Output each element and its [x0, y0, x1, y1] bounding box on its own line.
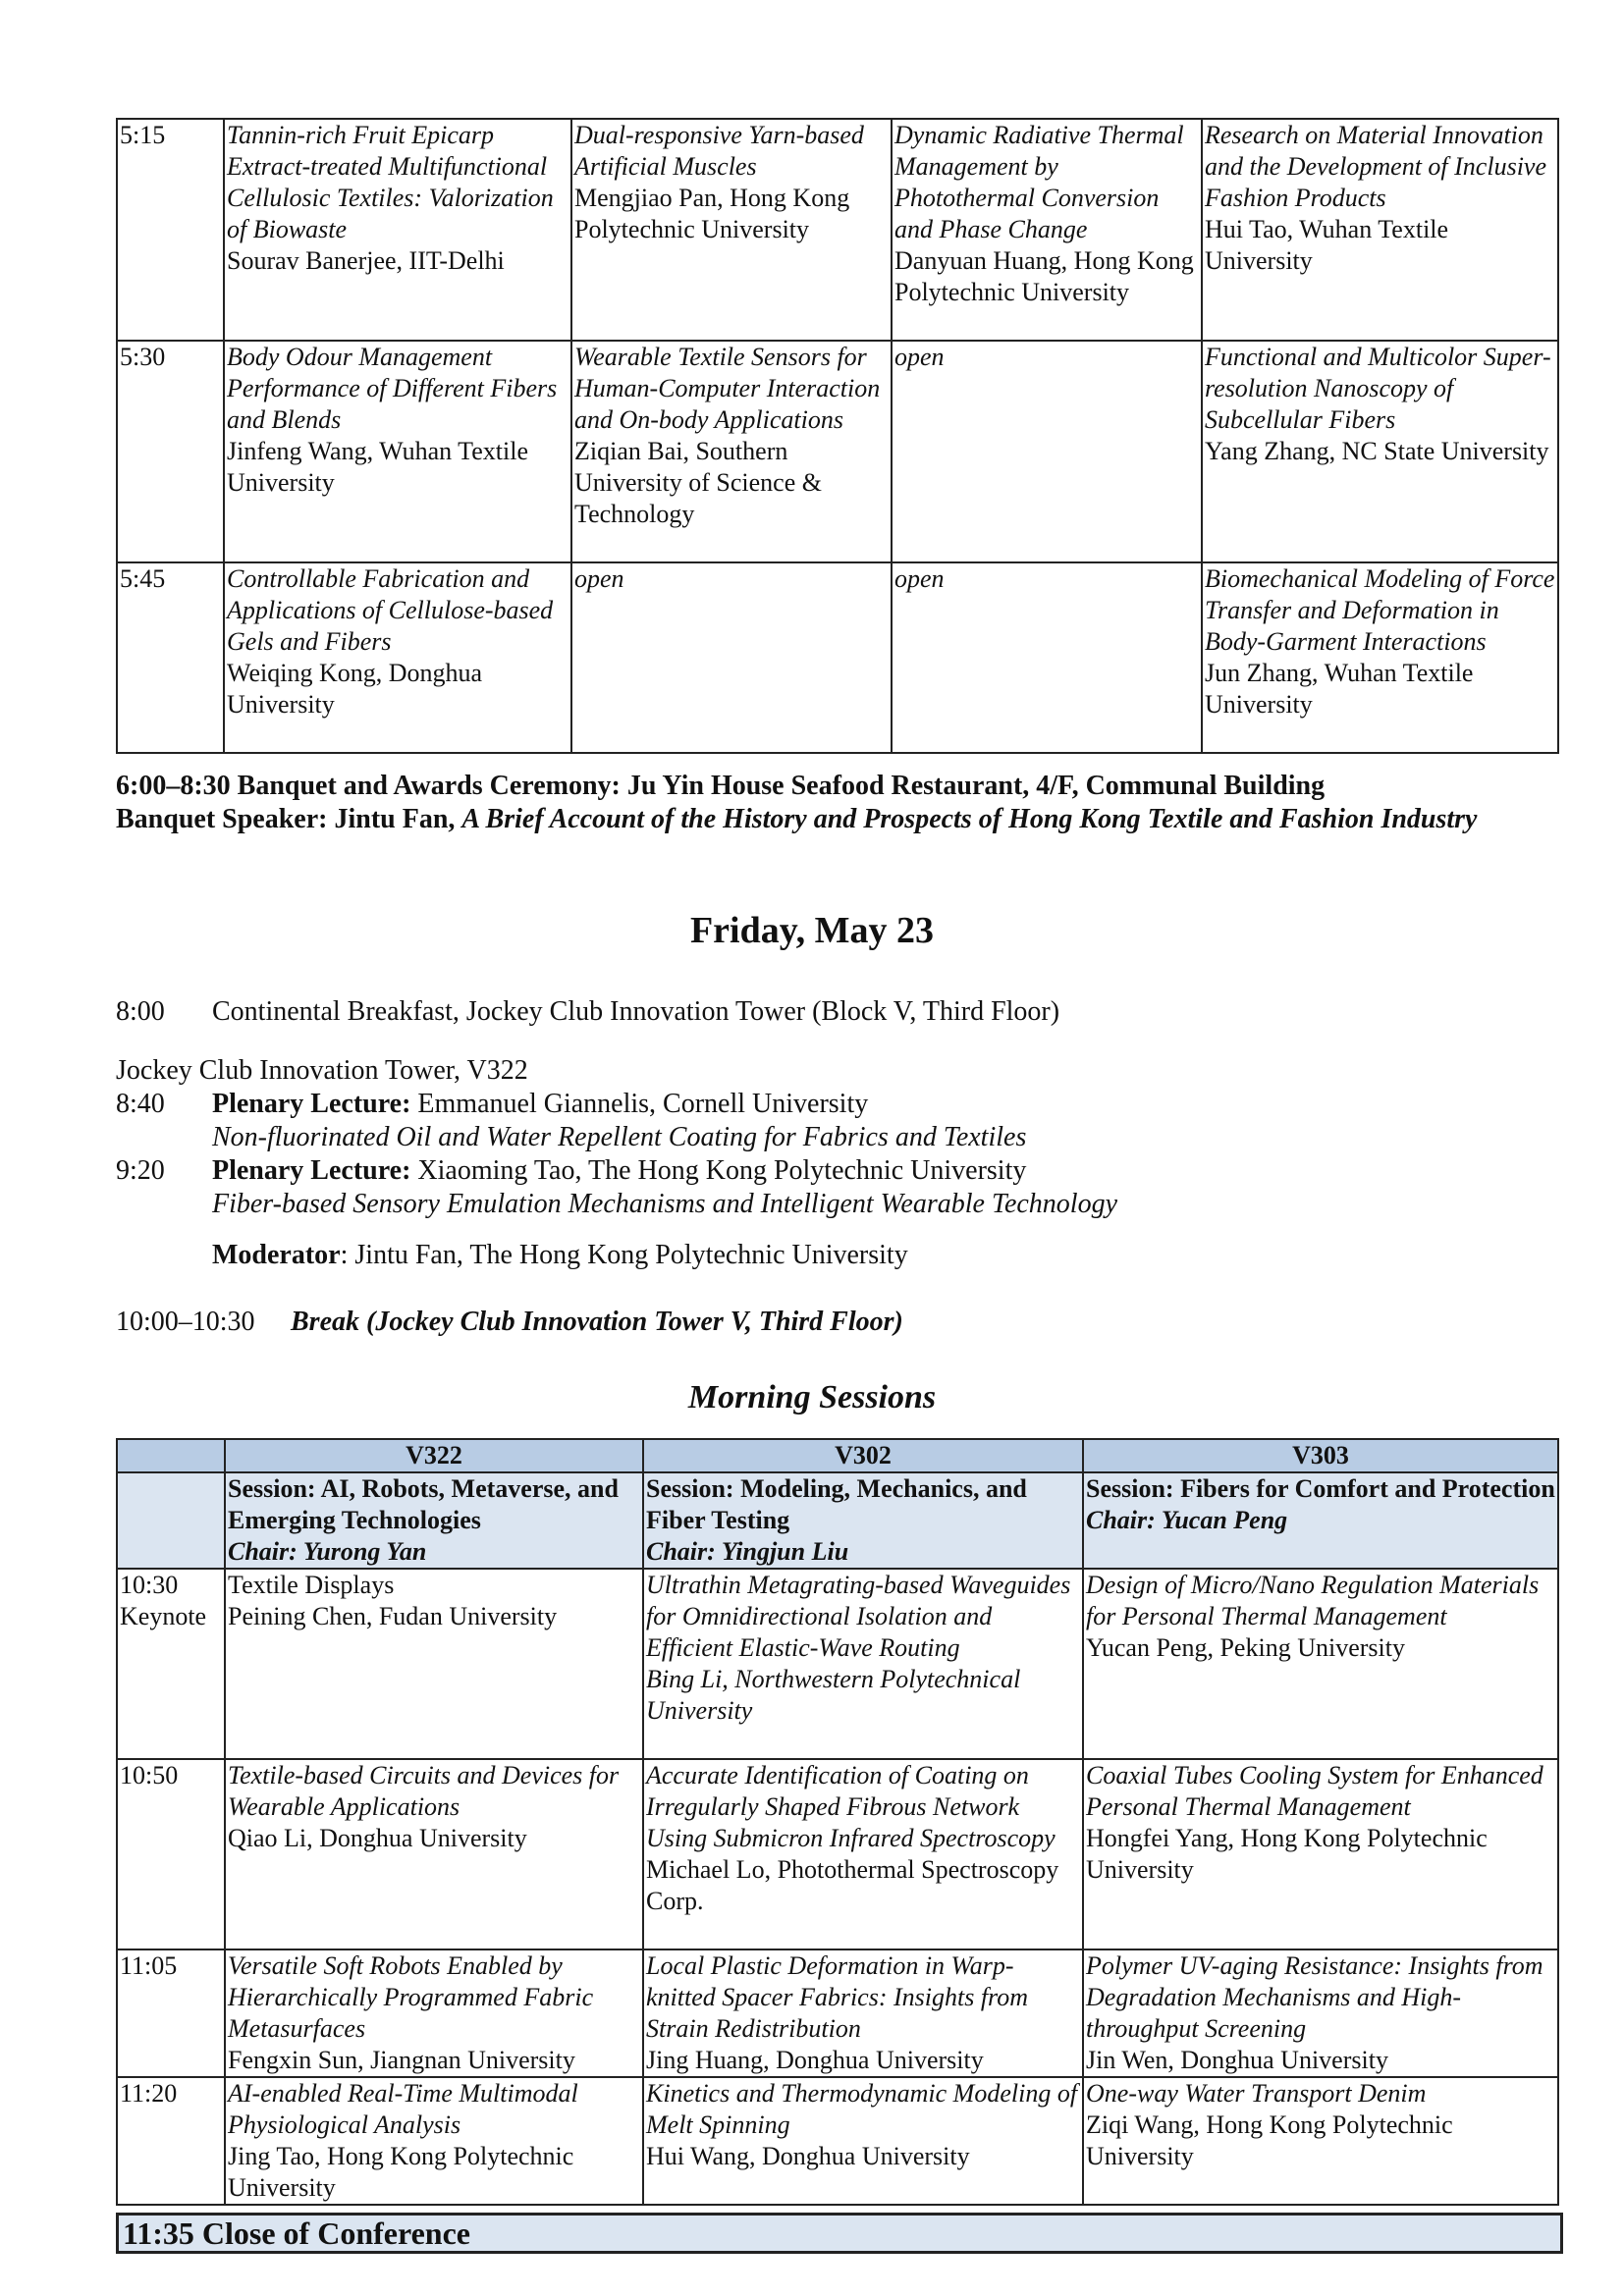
breakfast-time: 8:00 [116, 996, 165, 1027]
talk-cell [1202, 341, 1558, 562]
talk-cell [1083, 1949, 1558, 2077]
break-text: Break (Jockey Club Innovation Tower V, Third Floor) [291, 1307, 903, 1337]
talk-cell [225, 2077, 643, 2205]
talk-cell [892, 119, 1202, 341]
session-cell [643, 1472, 1083, 1569]
talk-title: Controllable Fabrication and Applications of Cellulose-based Gels and Fibers [227, 564, 554, 656]
breakfast-line [116, 995, 1059, 1029]
lecture-title: Non-fluorinated Oil and Water Repellent Coating for Fabrics and Textiles [212, 1122, 1027, 1152]
talk-cell [225, 1569, 643, 1759]
plenary-lecture [116, 1088, 868, 1121]
talk-author: Hui Tao, Wuhan Textile University [1205, 215, 1449, 275]
talk-title: Textile Displays [228, 1571, 395, 1599]
talk-title: Dynamic Radiative Thermal Management by Photothermal Conversion and Phase Change [894, 121, 1184, 243]
table-row [117, 119, 1558, 341]
table-row [117, 341, 1558, 562]
talk-title: open [894, 564, 945, 593]
afternoon-sessions-table [116, 118, 1559, 754]
talk-author: Hui Wang, Donghua University [646, 2142, 970, 2170]
talk-cell [643, 1569, 1083, 1759]
day-heading: Friday, May 23 [689, 910, 935, 951]
session-cell [1083, 1472, 1558, 1569]
talk-author: Jing Huang, Donghua University [646, 2046, 984, 2074]
talk-author: Yang Zhang, NC State University [1205, 437, 1549, 465]
talk-author: Sourav Banerjee, IIT-Delhi [227, 246, 505, 275]
talk-title: AI-enabled Real-Time Multimodal Physiological Analysis [228, 2079, 578, 2139]
talk-cell [1083, 1759, 1558, 1949]
lecture-title: Fiber-based Sensory Emulation Mechanisms and Intelligent Wearable Technology [212, 1189, 1118, 1219]
talk-author: Danyuan Huang, Hong Kong Polytechnic University [894, 246, 1194, 306]
lecture-speaker: Emmanuel Giannelis, Cornell University [410, 1089, 869, 1119]
close-of-conference: 11:35 Close of Conference [116, 2213, 1563, 2254]
moderator-label: Moderator [212, 1240, 341, 1270]
table-row [117, 1759, 1558, 1949]
talk-author: Ziqi Wang, Hong Kong Polytechnic University [1086, 2110, 1453, 2170]
talk-cell [892, 341, 1202, 562]
break-time: 10:00–10:30 [116, 1307, 255, 1337]
talk-cell [224, 341, 571, 562]
talk-cell [892, 562, 1202, 753]
talk-author: Bing Li, Northwestern Polytechnical University [646, 1665, 1021, 1725]
talk-title: Research on Material Innovation and the Development of Inclusive Fashion Products [1205, 121, 1546, 212]
talk-title: Body Odour Management Performance of Different Fibers and Blends [227, 343, 558, 434]
talk-title: open [894, 343, 945, 371]
banquet-line: 6:00–8:30 Banquet and Awards Ceremony: Ju Yin House Seafood Restaurant, 4/F, Communal Building [116, 771, 1326, 801]
morning-sessions-heading: Morning Sessions [687, 1379, 937, 1415]
talk-author: Fengxin Sun, Jiangnan University [228, 2046, 575, 2074]
talk-title: Textile-based Circuits and Devices for Wearable Applications [228, 1761, 620, 1821]
talk-cell [225, 1759, 643, 1949]
talk-cell [571, 562, 892, 753]
talk-author: Yucan Peng, Peking University [1086, 1633, 1405, 1662]
banquet-speaker [116, 803, 1569, 836]
talk-title: Local Plastic Deformation in Warp-knitted Spacer Fabrics: Insights from Strain Redistribution [646, 1951, 1028, 2043]
lecture-time: 9:20 [116, 1155, 165, 1186]
break-line [116, 1306, 903, 1339]
talk-author: Peining Chen, Fudan University [228, 1602, 558, 1630]
keynote-label: Keynote [120, 1602, 207, 1630]
session-cell [225, 1472, 643, 1569]
time-cell: 5:15 [117, 119, 224, 341]
talk-cell [571, 119, 892, 341]
session-chair: Chair: Yucan Peng [1086, 1506, 1288, 1534]
talk-title: One-way Water Transport Denim [1086, 2079, 1427, 2108]
talk-cell [1083, 1569, 1558, 1759]
table-row [117, 1569, 1558, 1759]
talk-cell [643, 1759, 1083, 1949]
session-name: Session: AI, Robots, Metaverse, and Emerging Technologies [228, 1474, 619, 1534]
venue-line: Jockey Club Innovation Tower, V322 [116, 1055, 528, 1086]
talk-author: Qiao Li, Donghua University [228, 1824, 527, 1852]
time-cell: 5:45 [117, 562, 224, 753]
session-chair: Chair: Yurong Yan [228, 1537, 427, 1566]
plenary-lecture [116, 1154, 1026, 1188]
talk-title: Accurate Identification of Coating on Irregularly Shaped Fibrous Network Using Submicron Infrared Spectroscopy [646, 1761, 1056, 1852]
room-label: V302 [643, 1439, 1083, 1472]
talk-title: Kinetics and Thermodynamic Modeling of Melt Spinning [646, 2079, 1078, 2139]
talk-author: Jinfeng Wang, Wuhan Textile University [227, 437, 528, 497]
talk-author: Michael Lo, Photothermal Spectroscopy Corp. [646, 1855, 1059, 1915]
talk-author: Jun Zhang, Wuhan Textile University [1205, 659, 1474, 719]
talk-cell [571, 341, 892, 562]
talk-author: Ziqian Bai, Southern University of Science & Technology [574, 437, 822, 528]
talk-cell [1202, 562, 1558, 753]
talk-cell [224, 119, 571, 341]
moderator-name: : Jintu Fan, The Hong Kong Polytechnic University [340, 1240, 908, 1270]
room-header-row [117, 1439, 1558, 1472]
talk-title: Design of Micro/Nano Regulation Materials for Personal Thermal Management [1086, 1571, 1540, 1630]
time-cell [117, 1569, 225, 1759]
talk-title: open [574, 564, 624, 593]
talk-title: Ultrathin Metagrating-based Waveguides for Omnidirectional Isolation and Efficient Elastic-Wave Routing [646, 1571, 1071, 1662]
time-cell: 10:50 [117, 1759, 225, 1949]
talk-cell [643, 2077, 1083, 2205]
talk-title: Dual-responsive Yarn-based Artificial Muscles [574, 121, 864, 181]
talk-title: Tannin-rich Fruit Epicarp Extract-treated Multifunctional Cellulosic Textiles: Valorization of Biowaste [227, 121, 554, 243]
talk-author: Jing Tao, Hong Kong Polytechnic University [228, 2142, 574, 2202]
talk-author: Hongfei Yang, Hong Kong Polytechnic University [1086, 1824, 1488, 1884]
lecture-speaker: Xiaoming Tao, The Hong Kong Polytechnic University [410, 1155, 1027, 1186]
talk-cell [1083, 2077, 1558, 2205]
lecture-label: Plenary Lecture: [212, 1155, 411, 1186]
talk-title: Coaxial Tubes Cooling System for Enhanced Personal Thermal Management [1086, 1761, 1543, 1821]
talk-author: Weiqing Kong, Donghua University [227, 659, 483, 719]
morning-sessions-table [116, 1438, 1559, 2206]
talk-cell [224, 562, 571, 753]
talk-cell [1202, 119, 1558, 341]
talk-title: Wearable Textile Sensors for Human-Computer Interaction and On-body Applications [574, 343, 881, 434]
time-cell: 5:30 [117, 341, 224, 562]
time-cell: 11:05 [117, 1949, 225, 2077]
talk-author: Mengjiao Pan, Hong Kong Polytechnic University [574, 184, 850, 243]
session-name: Session: Modeling, Mechanics, and Fiber Testing [646, 1474, 1027, 1534]
lecture-label: Plenary Lecture: [212, 1089, 411, 1119]
banquet-talk-title: A Brief Account of the History and Prospects of Hong Kong Textile and Fashion Industry [461, 804, 1478, 834]
table-row [117, 2077, 1558, 2205]
talk-cell [225, 1949, 643, 2077]
table-row [117, 562, 1558, 753]
time-cell: 11:20 [117, 2077, 225, 2205]
room-label: V322 [225, 1439, 643, 1472]
banquet-speaker-label: Banquet Speaker: Jintu Fan, [116, 804, 462, 834]
talk-title: Functional and Multicolor Super-resolution Nanoscopy of Subcellular Fibers [1205, 343, 1551, 434]
table-row [117, 1949, 1558, 2077]
breakfast-text: Continental Breakfast, Jockey Club Innovation Tower (Block V, Third Floor) [212, 996, 1060, 1027]
talk-title: Biomechanical Modeling of Force Transfer and Deformation in Body-Garment Interactions [1205, 564, 1555, 656]
room-label: V303 [1083, 1439, 1558, 1472]
time-value: 10:30 [120, 1571, 179, 1599]
session-header-row [117, 1472, 1558, 1569]
moderator-line [212, 1239, 908, 1272]
talk-title: Versatile Soft Robots Enabled by Hierarchically Programmed Fabric Metasurfaces [228, 1951, 594, 2043]
talk-author: Jin Wen, Donghua University [1086, 2046, 1388, 2074]
session-chair: Chair: Yingjun Liu [646, 1537, 849, 1566]
talk-title: Polymer UV-aging Resistance: Insights from Degradation Mechanisms and High-throughput Screening [1086, 1951, 1543, 2043]
lecture-time: 8:40 [116, 1089, 165, 1119]
talk-cell [643, 1949, 1083, 2077]
session-name: Session: Fibers for Comfort and Protection [1086, 1474, 1555, 1503]
